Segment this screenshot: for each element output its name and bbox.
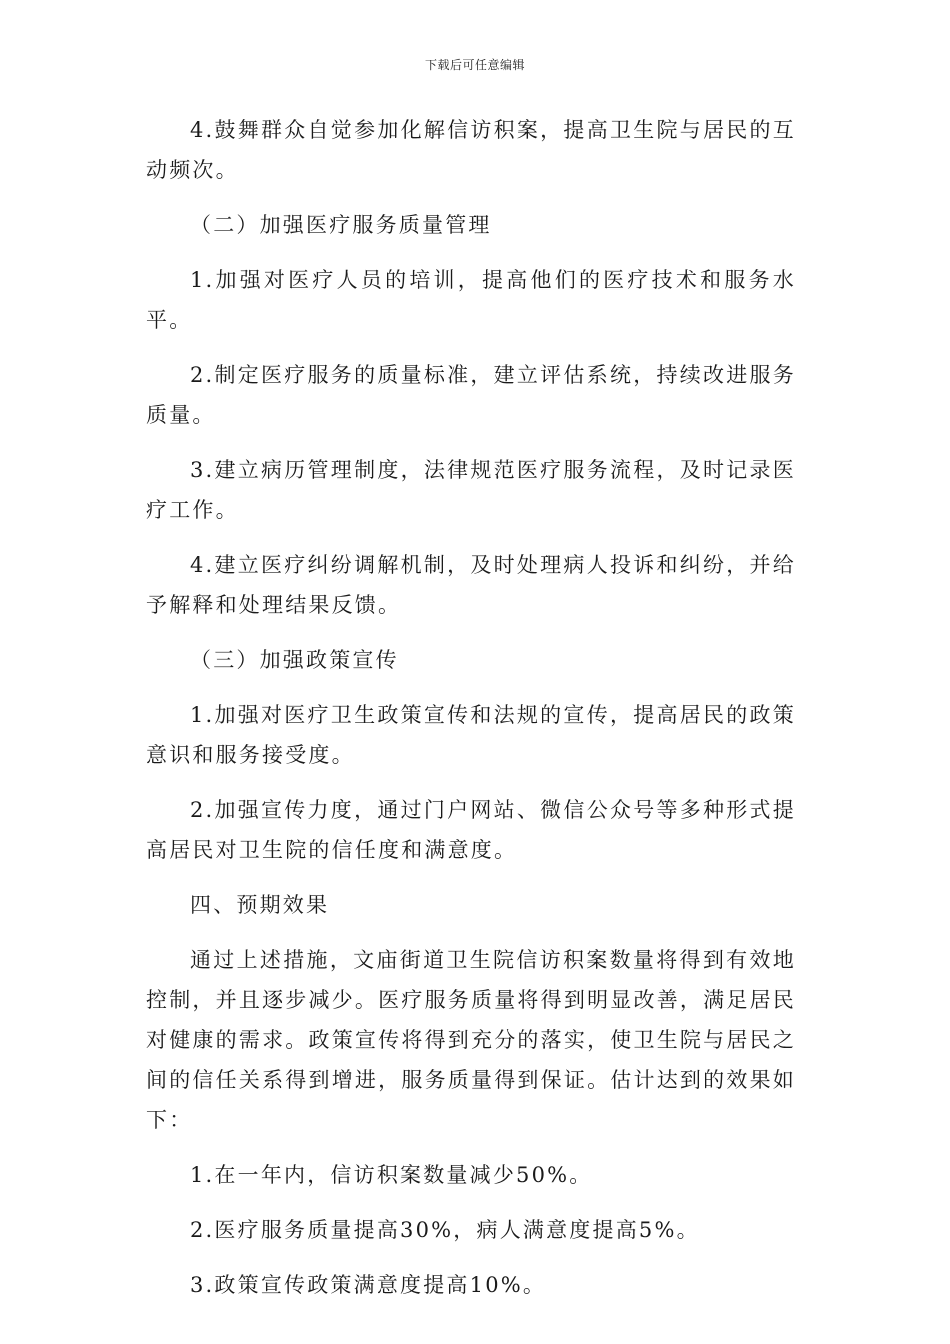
result-item-3: 3.政策宣传政策满意度提高10%。: [190, 1273, 547, 1297]
item-2-promotion-channels: 2.加强宣传力度，通过门户网站、微信公众号等多种形式提高居民对卫生院的信任度和满意度。: [146, 798, 796, 862]
expected-results-summary: 通过上述措施，文庙街道卫生院信访积案数量将得到有效地控制，并且逐步减少。医疗服务质量将得到明显改善，满足居民对健康的需求。政策宣传将得到充分的落实，使卫生院与居民之间的信任关系得到增进，服务质量得到保证。估计达到的效果如下：: [146, 948, 796, 1132]
item-1-staff-training: 1.加强对医疗人员的培训，提高他们的医疗技术和服务水平。: [146, 268, 796, 332]
page-header: 下载后可任意编辑: [424, 58, 525, 72]
item-3-records-management: 3.建立病历管理制度，法律规范医疗服务流程，及时记录医疗工作。: [146, 458, 796, 522]
item-2-quality-standards: 2.制定医疗服务的质量标准，建立评估系统，持续改进服务质量。: [146, 363, 796, 427]
result-item-2: 2.医疗服务质量提高30%，病人满意度提高5%。: [190, 1218, 700, 1242]
item-4-dispute-mediation: 4.建立医疗纠纷调解机制，及时处理病人投诉和纠纷，并给予解释和处理结果反馈。: [146, 553, 796, 617]
section-heading-expected-results: 四、预期效果: [190, 893, 330, 917]
item-1-policy-promotion: 1.加强对医疗卫生政策宣传和法规的宣传，提高居民的政策意识和服务接受度。: [146, 703, 796, 767]
section-heading-medical-quality: （二）加强医疗服务质量管理: [190, 213, 492, 237]
result-item-1: 1.在一年内，信访积案数量减少50%。: [190, 1163, 593, 1187]
item-4-encourage-participation: 4.鼓舞群众自觉参加化解信访积案，提高卫生院与居民的互动频次。: [146, 118, 796, 182]
document-body: [146, 110, 796, 1320]
section-heading-policy-promotion: （三）加强政策宣传: [190, 648, 399, 672]
